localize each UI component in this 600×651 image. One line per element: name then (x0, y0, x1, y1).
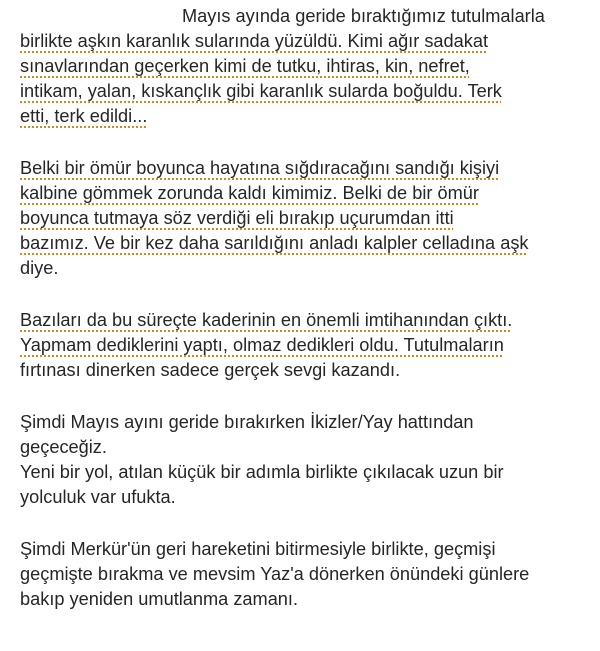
text-line: kalbine gömmek zorunda kaldı kimimiz. Belki de bir ömür (20, 183, 479, 203)
text-line: Belki bir ömür boyunca hayatına sığdıracağını sandığı kişiyi (20, 158, 500, 178)
paragraph-4 (20, 410, 585, 510)
text-line: bazımız. Ve bir kez daha sarıldığını anladı kalpler celladına aşk (20, 233, 529, 253)
text-line: Bazıları da bu süreçte kaderinin en önemli imtihanından çıktı. (20, 310, 513, 330)
text-line: fırtınası dinerken sadece gerçek sevgi kazandı. (20, 360, 401, 380)
text-line: boyunca tutmaya söz verdiği eli bırakıp uçurumdan itti (20, 208, 454, 228)
text-line: birlikte aşkın karanlık sularında yüzüldü. Kimi ağır sadakat (20, 31, 489, 51)
text-line: Mayıs ayında geride bıraktığımız tutulmalarla (182, 6, 545, 26)
text-line: geçeceğiz. (20, 437, 107, 457)
text-line: Yeni bir yol, atılan küçük bir adımla birlikte çıkılacak uzun bir (20, 462, 504, 482)
text-line: yolculuk var ufukta. (20, 487, 176, 507)
paragraph-5 (20, 537, 585, 612)
text-line: bakıp yeniden umutlanma zamanı. (20, 589, 299, 609)
paragraph-3 (20, 308, 585, 383)
text-line: Şimdi Mayıs ayını geride bırakırken İkizler/Yay hattından (20, 412, 474, 432)
text-line: Şimdi Merkür'ün geri hareketini bitirmesiyle birlikte, geçmişi (20, 539, 496, 559)
paragraph-2 (20, 156, 585, 281)
document-body (20, 4, 585, 612)
text-line: etti, terk edildi... (20, 106, 148, 126)
text-line: intikam, yalan, kıskançlık gibi karanlık sularda boğuldu. Terk (20, 81, 502, 101)
paragraph-1 (20, 4, 585, 129)
text-line: sınavlarından geçerken kimi de tutku, ihtiras, kin, nefret, (20, 56, 470, 76)
text-line: geçmişte bırakma ve mevsim Yaz'a dönerken önündeki günlere (20, 564, 530, 584)
text-line: Yapmam dediklerini yaptı, olmaz dedikleri oldu. Tutulmaların (20, 335, 504, 355)
text-line: diye. (20, 258, 59, 278)
